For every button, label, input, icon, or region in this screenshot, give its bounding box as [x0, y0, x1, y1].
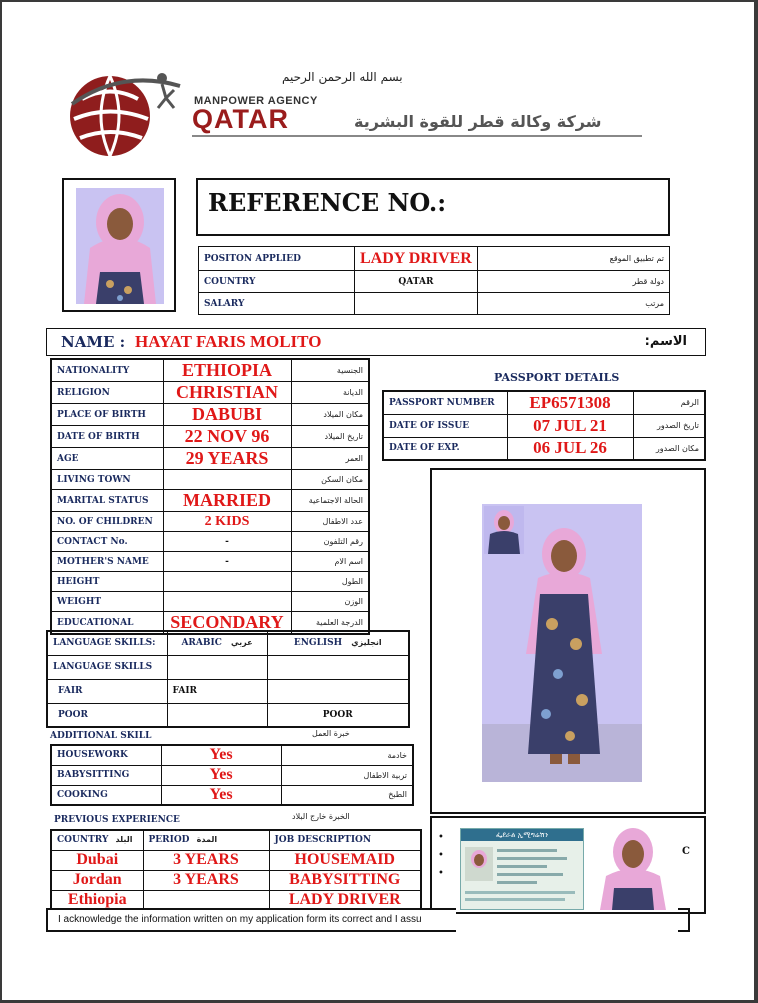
personal-row [51, 592, 369, 612]
bullet-marker: • [438, 868, 444, 879]
skill-arabic: تربية الاطفال [281, 765, 413, 785]
personal-row [51, 448, 369, 470]
application-row [199, 271, 670, 293]
experience-period: 3 YEARS [143, 870, 269, 890]
language-header-row [47, 631, 409, 655]
application-sheet [2, 2, 754, 1000]
country-label: COUNTRY [199, 271, 355, 293]
id-scan-frame [430, 816, 706, 914]
skill-value: Yes [161, 765, 281, 785]
passport-title: PASSPORT DETAILS [494, 371, 620, 384]
personal-row [51, 490, 369, 512]
skill-arabic: الطبخ [281, 785, 413, 805]
id-card-image [460, 828, 584, 910]
language-row-label: POOR [47, 703, 167, 727]
expiry-date-value: 06 JUL 26 [507, 437, 633, 460]
personal-label: LIVING TOWN [51, 470, 163, 490]
salary-label: SALARY [199, 293, 355, 315]
salary-value [355, 293, 478, 315]
personal-arabic: تاريخ الميلاد [291, 426, 369, 448]
language-english-level [267, 655, 409, 679]
id-right-letter: C [682, 846, 690, 857]
personal-label: NATIONALITY [51, 359, 163, 382]
job-column: JOB DESCRIPTION [269, 830, 421, 850]
english-column: ENGLISH انجليزي [267, 631, 409, 655]
acknowledgement-box-end [678, 908, 690, 932]
skill-row [51, 745, 413, 765]
skills-title: ADDITIONAL SKILL [50, 731, 152, 741]
language-header-label: LANGUAGE SKILLS: [47, 631, 167, 655]
person-full-body-icon [482, 504, 642, 782]
person-headshot-icon [596, 822, 670, 910]
experience-row [51, 890, 421, 910]
portrait-photo [76, 188, 164, 304]
personal-label: MOTHER'S NAME [51, 552, 163, 572]
personal-value: 2 KIDS [163, 512, 291, 532]
reference-box [196, 178, 670, 236]
language-row [47, 655, 409, 679]
country-arabic: دولة قطر [477, 271, 669, 293]
country-column: COUNTRY البلد [51, 830, 143, 850]
id-card-header: ፌደራል ኢሚግሬሽን [461, 829, 583, 841]
skill-label: HOUSEWORK [51, 745, 161, 765]
experience-job: BABYSITTING [269, 870, 421, 890]
language-row [47, 679, 409, 703]
personal-label: HEIGHT [51, 572, 163, 592]
personal-row [51, 359, 369, 382]
name-bar [46, 328, 706, 356]
experience-table [50, 829, 422, 911]
personal-arabic: رقم التلفون [291, 532, 369, 552]
issue-date-label: DATE OF ISSUE [383, 414, 507, 437]
personal-label: RELIGION [51, 382, 163, 404]
acknowledgement-box [46, 908, 456, 932]
language-row-label: LANGUAGE SKILLS [47, 655, 167, 679]
passport-number-value: EP6571308 [507, 391, 633, 414]
experience-country: Jordan [51, 870, 143, 890]
personal-label: DATE OF BIRTH [51, 426, 163, 448]
personal-arabic: مكان السكن [291, 470, 369, 490]
acknowledgement-text: I acknowledge the information written on my application form its correct and I assu [58, 914, 422, 925]
personal-row [51, 552, 369, 572]
experience-job: HOUSEMAID [269, 850, 421, 870]
personal-details-table [50, 358, 370, 635]
full-photo-frame [430, 468, 706, 814]
skill-label: BABYSITTING [51, 765, 161, 785]
salary-arabic: مرتب [477, 293, 669, 315]
language-row-label: FAIR [47, 679, 167, 703]
personal-label: NO. OF CHILDREN [51, 512, 163, 532]
id-card-contents-icon [461, 841, 585, 911]
skill-row [51, 765, 413, 785]
full-body-photo [482, 504, 642, 782]
personal-label: WEIGHT [51, 592, 163, 612]
personal-value: MARRIED [163, 490, 291, 512]
bullet-marker: • [438, 832, 444, 843]
experience-header-row [51, 830, 421, 850]
language-row [47, 703, 409, 727]
personal-arabic: الوزن [291, 592, 369, 612]
application-table [198, 246, 670, 315]
passport-row [383, 391, 705, 414]
personal-row [51, 470, 369, 490]
skill-label: COOKING [51, 785, 161, 805]
skill-row [51, 785, 413, 805]
experience-country: Dubai [51, 850, 143, 870]
passport-table [382, 390, 706, 461]
passport-number-label: PASSPORT NUMBER [383, 391, 507, 414]
id-portrait-photo [596, 822, 670, 910]
personal-value: CHRISTIAN [163, 382, 291, 404]
experience-title-arabic: الخبرة خارج البلاد [292, 812, 350, 821]
experience-title: PREVIOUS EXPERIENCE [54, 815, 180, 825]
skill-value: Yes [161, 745, 281, 765]
personal-value: - [163, 532, 291, 552]
language-english-level [267, 679, 409, 703]
personal-value: DABUBI [163, 404, 291, 426]
experience-period: 3 YEARS [143, 850, 269, 870]
personal-label: MARITAL STATUS [51, 490, 163, 512]
passport-row [383, 437, 705, 460]
experience-job: LADY DRIVER [269, 890, 421, 910]
bullet-marker: • [438, 850, 444, 861]
language-arabic-level: FAIR [167, 679, 267, 703]
passport-row [383, 414, 705, 437]
agency-arabic-name: شركة وكالة قطر للقوة البشرية [354, 112, 602, 131]
personal-row [51, 572, 369, 592]
personal-value: 29 YEARS [163, 448, 291, 470]
personal-value: ETHIOPIA [163, 359, 291, 382]
personal-label: CONTACT No. [51, 532, 163, 552]
language-table [46, 630, 410, 728]
skills-title-arabic: خبرة العمل [312, 729, 350, 738]
personal-row [51, 426, 369, 448]
personal-arabic: الجنسية [291, 359, 369, 382]
agency-logo [62, 64, 192, 164]
personal-value [163, 592, 291, 612]
personal-value: 22 NOV 96 [163, 426, 291, 448]
country-value: QATAR [355, 271, 478, 293]
arabic-column: ARABIC عربي [167, 631, 267, 655]
small-portrait-frame [62, 178, 176, 312]
person-portrait-icon [76, 188, 164, 304]
period-column: PERIOD المدة [143, 830, 269, 850]
language-arabic-level [167, 703, 267, 727]
name-value: HAYAT FARIS MOLITO [135, 332, 322, 351]
language-english-level: POOR [267, 703, 409, 727]
position-value: LADY DRIVER [355, 247, 478, 271]
agency-subtitle: MANPOWER AGENCY [194, 95, 318, 107]
personal-rows [51, 359, 369, 634]
experience-row [51, 850, 421, 870]
expiry-date-arabic: مكان الصدور [633, 437, 705, 460]
header-rule [192, 135, 642, 137]
personal-arabic: العمر [291, 448, 369, 470]
issue-date-arabic: تاريخ الصدور [633, 414, 705, 437]
globe-icon [62, 64, 192, 164]
experience-country: Ethiopia [51, 890, 143, 910]
skill-arabic: خادمة [281, 745, 413, 765]
personal-label: AGE [51, 448, 163, 470]
personal-arabic: الحالة الاجتماعية [291, 490, 369, 512]
personal-label: PLACE OF BIRTH [51, 404, 163, 426]
application-row [199, 247, 670, 271]
language-arabic-level [167, 655, 267, 679]
personal-row [51, 532, 369, 552]
personal-row [51, 512, 369, 532]
skills-table [50, 744, 414, 806]
skill-value: Yes [161, 785, 281, 805]
name-label: NAME : [61, 333, 126, 351]
issue-date-value: 07 JUL 21 [507, 414, 633, 437]
personal-row [51, 404, 369, 426]
personal-value [163, 470, 291, 490]
experience-row [51, 870, 421, 890]
personal-value: SECONDARY [163, 612, 291, 635]
personal-arabic: اسم الام [291, 552, 369, 572]
personal-arabic: الدرجة العلمية [291, 612, 369, 635]
personal-arabic: الديانة [291, 382, 369, 404]
name-arabic-label: الاسم: [644, 334, 687, 349]
passport-number-arabic: الرقم [633, 391, 705, 414]
reference-label: REFERENCE NO.: [208, 188, 447, 217]
personal-row [51, 382, 369, 404]
agency-name: QATAR [192, 104, 289, 134]
personal-arabic: الطول [291, 572, 369, 592]
personal-arabic: مكان الميلاد [291, 404, 369, 426]
position-arabic: تم تطبيق الموقع [477, 247, 669, 271]
expiry-date-label: DATE OF EXP. [383, 437, 507, 460]
personal-arabic: عدد الاطفال [291, 512, 369, 532]
experience-period [143, 890, 269, 910]
position-label: POSITON APPLIED [199, 247, 355, 271]
application-row [199, 293, 670, 315]
bismillah: بسم الله الرحمن الرحيم [282, 70, 403, 84]
personal-label: EDUCATIONAL [51, 612, 163, 635]
personal-value: - [163, 552, 291, 572]
personal-value [163, 572, 291, 592]
